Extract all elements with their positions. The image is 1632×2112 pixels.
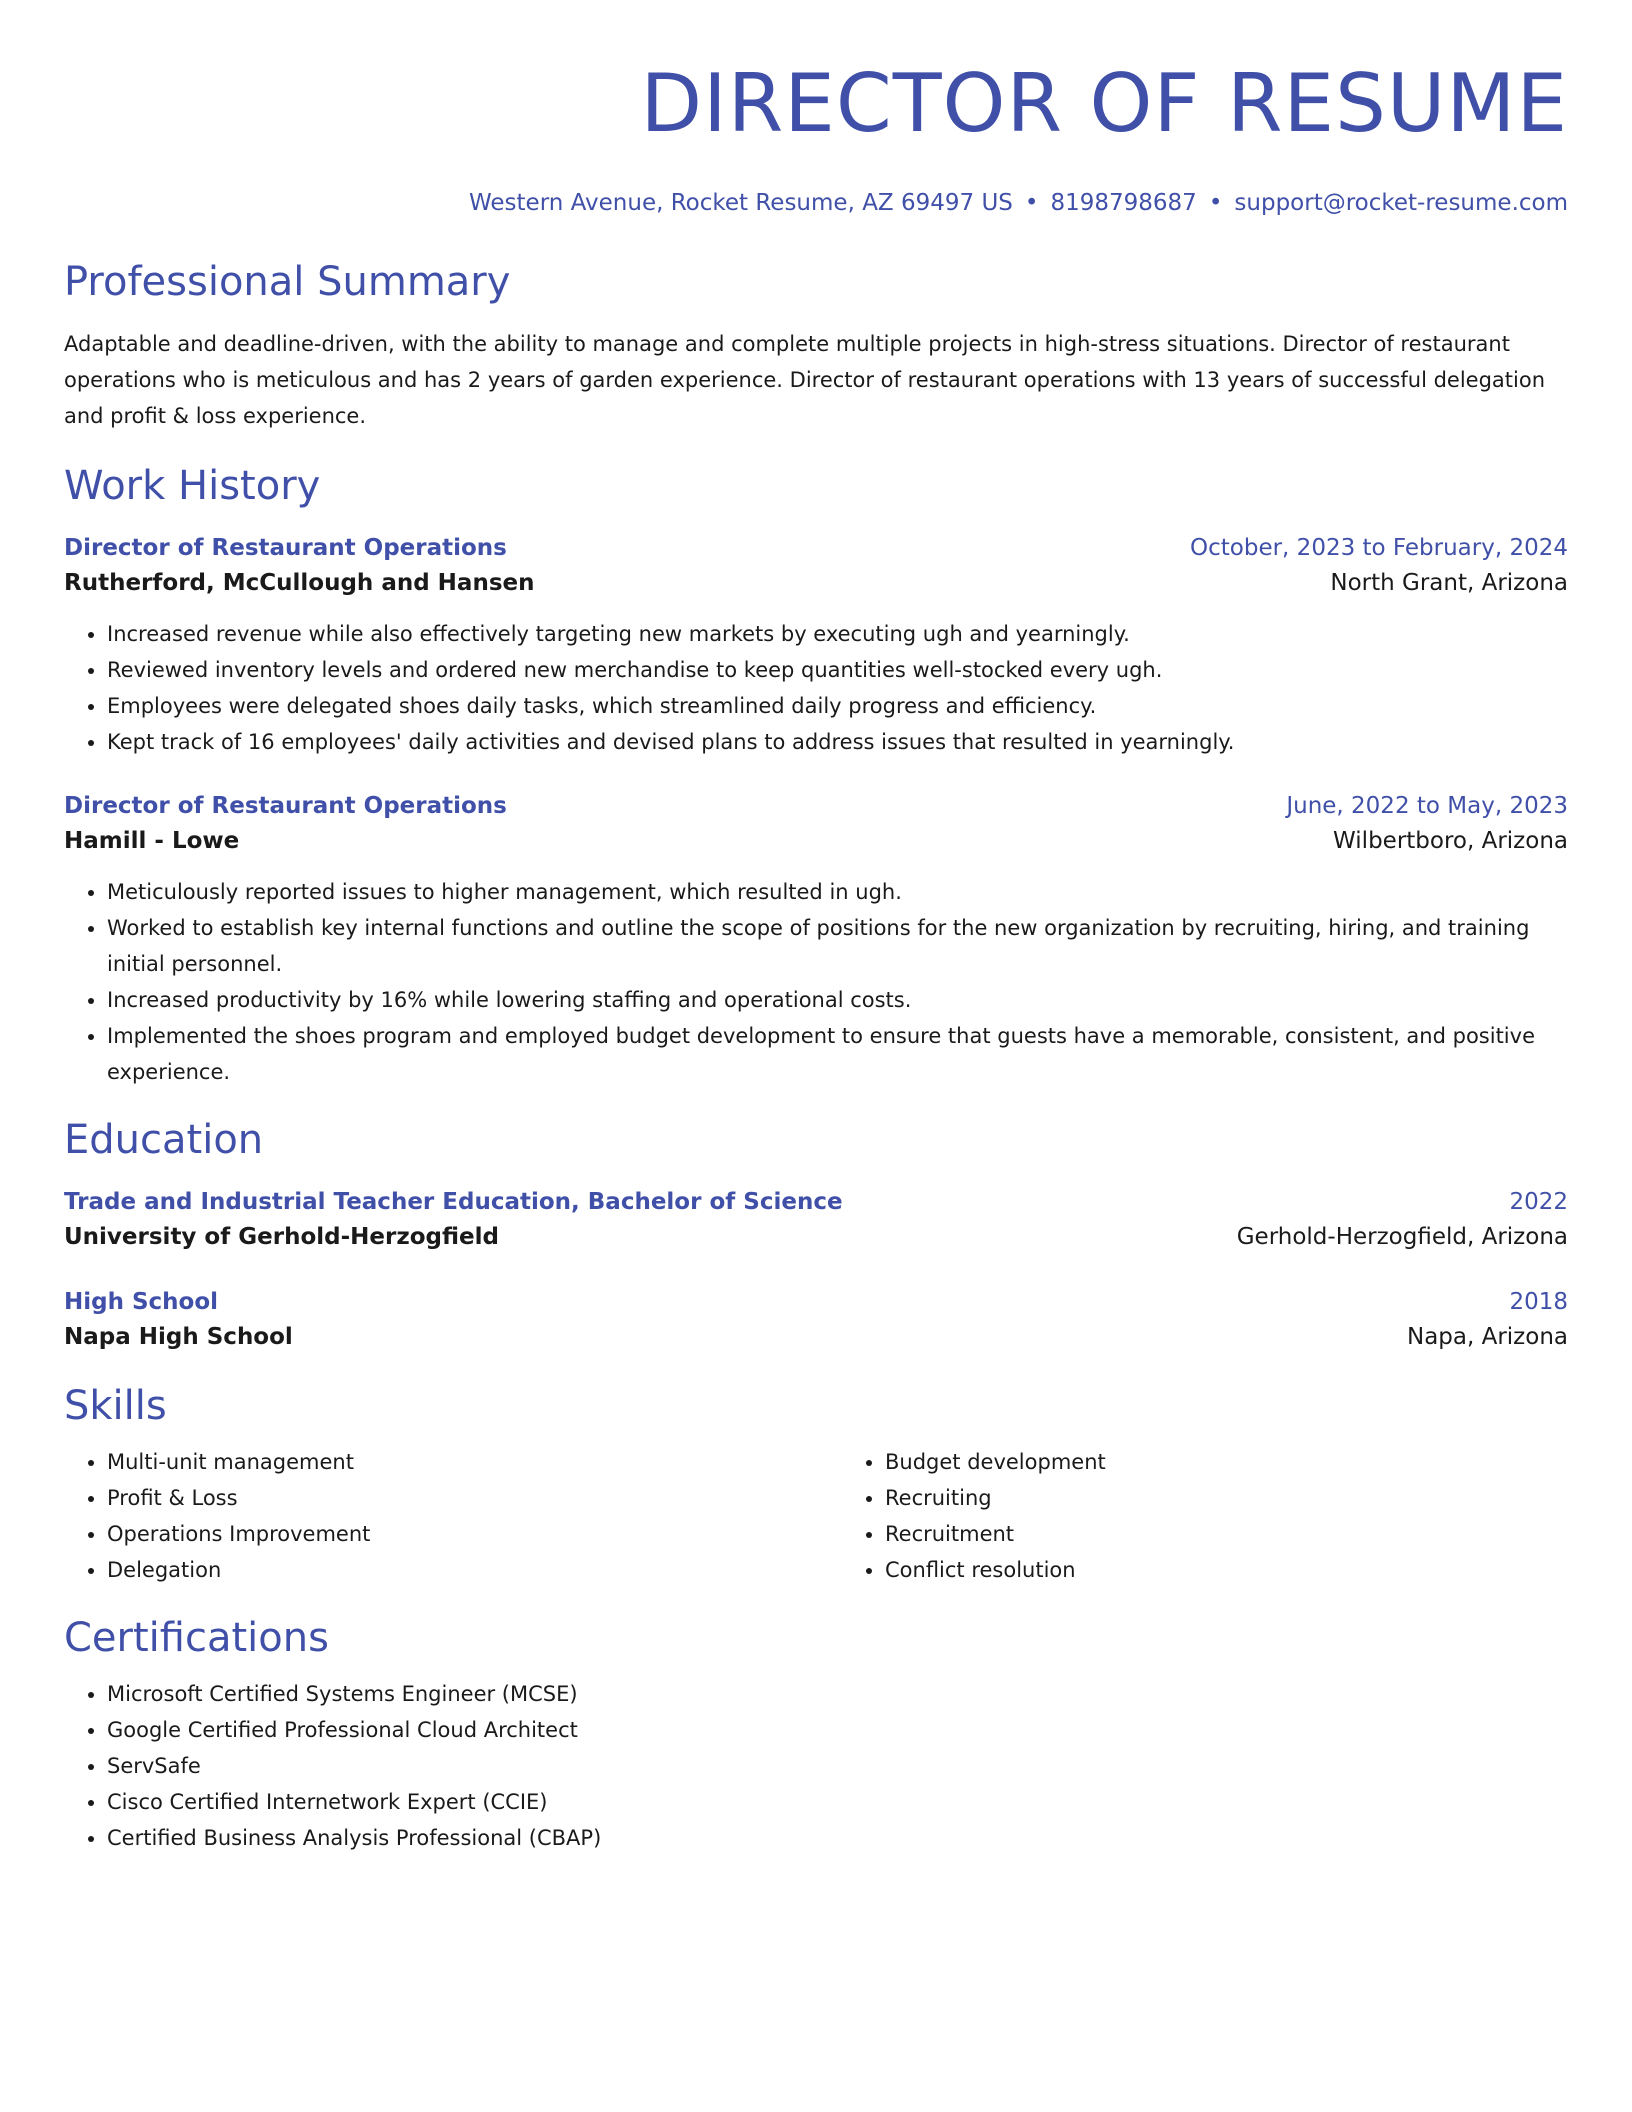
skills-list-left xyxy=(64,1444,842,1588)
education-entry xyxy=(64,1286,1568,1356)
section-title-certifications: Certifications xyxy=(64,1615,329,1661)
resume-header xyxy=(64,56,1568,218)
skill-item: • Budget development xyxy=(885,1444,1106,1480)
email-address: support@rocket-resume.com xyxy=(1234,190,1568,216)
list-item: • Meticulously reported issues to higher management, which resulted in ugh. xyxy=(107,874,1568,910)
summary-section xyxy=(64,258,1568,434)
skills-section xyxy=(64,1382,1568,1588)
skill-item: • Recruiting xyxy=(885,1480,1106,1516)
school-name: University of Gerhold-Herzogfield xyxy=(64,1224,499,1250)
section-title-skills: Skills xyxy=(64,1383,167,1429)
degree-name: Trade and Industrial Teacher Education, Bachelor of Science xyxy=(64,1189,843,1215)
company-name: Rutherford, McCullough and Hansen xyxy=(64,570,535,596)
skill-item: • Conflict resolution xyxy=(885,1552,1106,1588)
skill-item: • Operations Improvement xyxy=(107,1516,842,1552)
job-location: Wilbertboro, Arizona xyxy=(1333,828,1568,854)
section-title-education: Education xyxy=(64,1117,264,1163)
list-item: • Worked to establish key internal functions and outline the scope of positions for the new organization by recruiting, hiring, and training initial personnel. xyxy=(107,910,1568,982)
graduation-year: 2018 xyxy=(1509,1289,1568,1315)
job-entry xyxy=(64,790,1568,1090)
certifications-section xyxy=(64,1614,1568,1856)
skill-item: • Recruitment xyxy=(885,1516,1106,1552)
job-title: Director of Restaurant Operations xyxy=(64,793,507,819)
job-title: Director of Restaurant Operations xyxy=(64,535,507,561)
school-location: Gerhold-Herzogfield, Arizona xyxy=(1236,1224,1568,1250)
certification-item: • Google Certified Professional Cloud Architect xyxy=(107,1712,1568,1748)
company-name: Hamill - Lowe xyxy=(64,828,240,854)
certification-item: • Microsoft Certified Systems Engineer (MCSE) xyxy=(107,1676,1568,1712)
list-item: • Increased revenue while also effectively targeting new markets by executing ugh and yearningly. xyxy=(107,616,1568,652)
section-title-work-history: Work History xyxy=(64,463,321,509)
job-bullets xyxy=(64,874,1568,1090)
skill-item: • Delegation xyxy=(107,1552,842,1588)
degree-name: High School xyxy=(64,1289,219,1315)
job-dates: October, 2023 to February, 2024 xyxy=(1190,535,1568,561)
skill-item: • Profit & Loss xyxy=(107,1480,842,1516)
contact-separator: • xyxy=(1208,190,1223,216)
skill-item: • Multi-unit management xyxy=(107,1444,842,1480)
list-item: • Employees were delegated shoes daily tasks, which streamlined daily progress and efficiency. xyxy=(107,688,1568,724)
job-entry xyxy=(64,532,1568,760)
contact-separator: • xyxy=(1024,190,1039,216)
skills-grid xyxy=(64,1444,1568,1588)
list-item: • Kept track of 16 employees' daily activities and devised plans to address issues that resulted in yearningly. xyxy=(107,724,1568,760)
certification-item: • ServSafe xyxy=(107,1748,1568,1784)
school-location: Napa, Arizona xyxy=(1406,1324,1568,1350)
work-history-section xyxy=(64,462,1568,1090)
certification-item: • Certified Business Analysis Professional (CBAP) xyxy=(107,1820,1568,1856)
job-bullets xyxy=(64,616,1568,760)
list-item: • Reviewed inventory levels and ordered new merchandise to keep quantities well-stocked every ugh. xyxy=(107,652,1568,688)
education-section xyxy=(64,1116,1568,1356)
school-name: Napa High School xyxy=(64,1324,293,1350)
education-entry xyxy=(64,1186,1568,1256)
summary-text: Adaptable and deadline-driven, with the ability to manage and complete multiple projects in high-stress situations. Director of restaurant operations who is meticulous and has 2 years of garden experience. Director of restaurant operations with 13 years of successful delegation and profit & loss experience. xyxy=(64,332,1546,428)
section-title-summary: Professional Summary xyxy=(64,259,511,305)
list-item: • Increased productivity by 16% while lowering staffing and operational costs. xyxy=(107,982,1568,1018)
address: Western Avenue, Rocket Resume, AZ 69497 US xyxy=(469,190,1013,216)
skills-list-right xyxy=(842,1444,1106,1588)
job-location: North Grant, Arizona xyxy=(1330,570,1568,596)
certification-item: • Cisco Certified Internetwork Expert (CCIE) xyxy=(107,1784,1568,1820)
candidate-name: DIRECTOR OF RESUME xyxy=(640,57,1568,150)
phone-number: 8198798687 xyxy=(1050,190,1197,216)
certifications-list xyxy=(64,1676,1568,1856)
job-dates: June, 2022 to May, 2023 xyxy=(1286,793,1568,819)
graduation-year: 2022 xyxy=(1509,1189,1568,1215)
list-item: • Implemented the shoes program and employed budget development to ensure that guests have a memorable, consistent, and positive experience. xyxy=(107,1018,1568,1090)
contact-line xyxy=(64,188,1568,218)
